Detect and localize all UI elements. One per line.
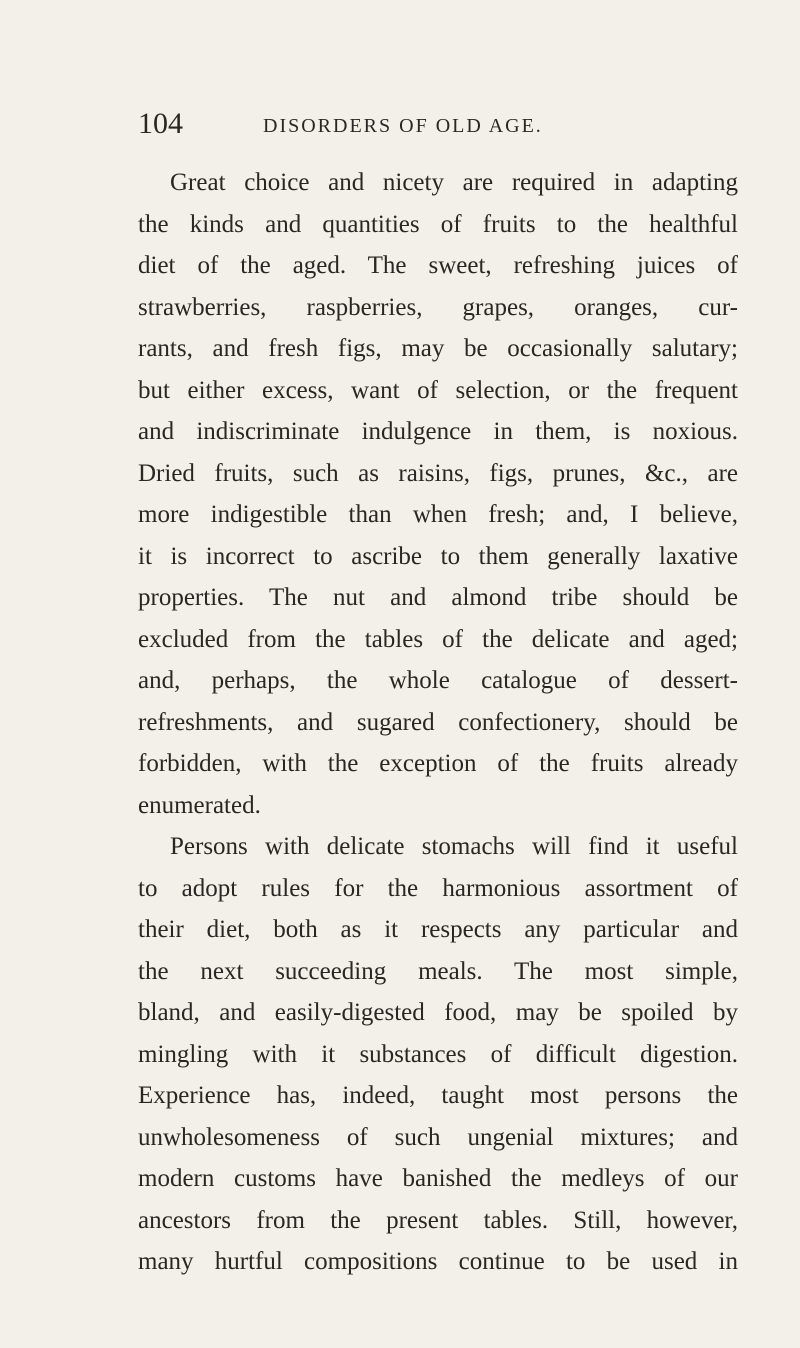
text-line: and, perhaps, the whole catalogue of dessert- [138,667,738,694]
text-line: many hurtful compositions continue to be used in [138,1248,738,1275]
text-line: to adopt rules for the harmonious assortment of [138,874,738,902]
text-line: Persons with delicate stomachs will find it useful [170,833,738,860]
text-line: ancestors from the present tables. Still, however, [138,1206,738,1234]
text-line: Dried fruits, such as raisins, figs, prunes, &c., are [138,459,738,487]
page-number: 104 [138,107,183,140]
text-line: their diet, both as it respects any particular and [138,916,738,943]
running-title: DISORDERS OF OLD AGE. [263,115,543,137]
running-head [138,104,738,144]
text-line: Experience has, indeed, taught most persons the [138,1082,738,1109]
text-line: bland, and easily-digested food, may be spoiled by [138,999,738,1026]
text-line: modern customs have banished the medleys of our [138,1165,738,1192]
text-line: and indiscriminate indulgence in them, is noxious. [138,418,738,445]
text-line: refreshments, and sugared confectionery, should be [138,708,738,736]
text-line: properties. The nut and almond tribe should be [138,584,738,611]
text-line: excluded from the tables of the delicate and aged; [138,625,738,653]
text-line: unwholesomeness of such ungenial mixtures; and [138,1123,738,1151]
text-line: forbidden, with the exception of the fruits already [138,750,738,777]
text-line: diet of the aged. The sweet, refreshing juices of [138,252,738,279]
text-line: strawberries, raspberries, grapes, oranges, cur- [138,293,738,321]
text-line: mingling with it substances of difficult digestion. [138,1040,738,1068]
text-line: Great choice and nicety are required in adapting [170,169,738,196]
body-text [138,162,738,1283]
text-line: but either excess, want of selection, or the frequent [138,376,738,404]
text-line: it is incorrect to ascribe to them generally laxative [138,542,738,570]
text-line: more indigestible than when fresh; and, I believe, [138,501,738,528]
text-line: rants, and fresh figs, may be occasionally salutary; [138,335,738,362]
text-line: enumerated. [138,791,261,819]
text-line: the kinds and quantities of fruits to the healthful [138,210,738,238]
text-line: the next succeeding meals. The most simple, [138,957,738,985]
